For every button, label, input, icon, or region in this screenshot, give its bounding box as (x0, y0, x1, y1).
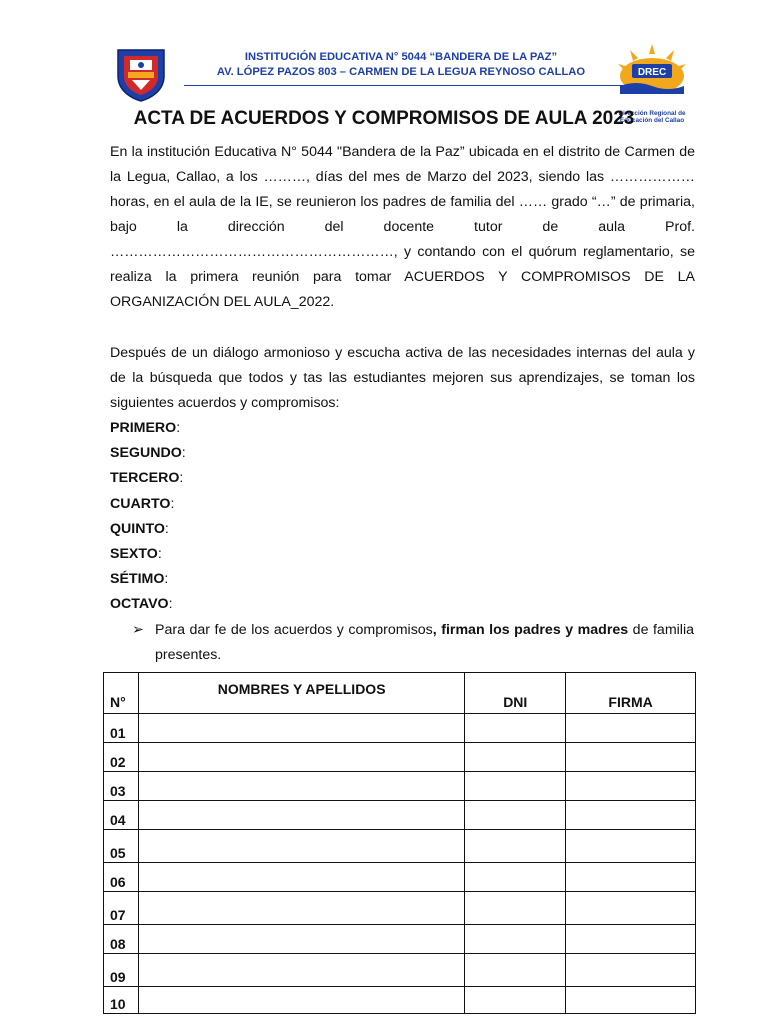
signature-cell[interactable] (566, 863, 696, 892)
row-number: 02 (104, 743, 139, 772)
agreement-label: TERCERO (110, 470, 180, 487)
row-number: 10 (104, 987, 139, 1014)
dni-cell[interactable] (465, 772, 566, 801)
name-cell[interactable] (138, 925, 464, 954)
agreement-colon: : (181, 445, 186, 462)
column-header-number: N° (104, 673, 139, 714)
table-row (104, 801, 696, 830)
name-cell[interactable] (138, 987, 464, 1014)
signature-cell[interactable] (566, 892, 696, 925)
dni-cell[interactable] (465, 892, 566, 925)
table-header-row (104, 673, 696, 714)
signature-cell[interactable] (566, 830, 696, 863)
agreement-colon: : (168, 596, 173, 613)
name-cell[interactable] (138, 830, 464, 863)
agreement-label: SÉTIMO (110, 571, 165, 588)
signature-cell[interactable] (566, 987, 696, 1014)
agreement-item (110, 441, 186, 466)
document-title: ACTA DE ACUERDOS Y COMPROMISOS DE AULA 2023 (133, 108, 635, 129)
agreement-label: CUARTO (110, 495, 171, 512)
name-cell[interactable] (138, 714, 464, 743)
row-number: 09 (104, 954, 139, 987)
row-number: 08 (104, 925, 139, 954)
agreement-item (110, 466, 186, 491)
agreement-label: SEXTO (110, 546, 158, 563)
column-header-names: NOMBRES Y APELLIDOS (138, 673, 464, 714)
agreement-colon: : (179, 470, 184, 487)
row-number: 07 (104, 892, 139, 925)
signature-note-text (132, 618, 694, 668)
column-header-dni: DNI (465, 673, 566, 714)
signature-cell[interactable] (566, 772, 696, 801)
agreement-label: SEGUNDO (110, 445, 182, 462)
table-row (104, 863, 696, 892)
agreement-colon: : (164, 520, 169, 537)
signature-cell[interactable] (566, 925, 696, 954)
table-row (104, 714, 696, 743)
dni-cell[interactable] (465, 714, 566, 743)
drec-logo-text: DREC (637, 67, 667, 78)
column-header-signature: FIRMA (566, 673, 696, 714)
signature-note-after: de familia presentes. (155, 622, 694, 663)
name-cell[interactable] (138, 772, 464, 801)
agreement-item (110, 416, 186, 441)
header-divider (184, 85, 624, 86)
table-row (104, 954, 696, 987)
drec-subtitle-line1: Dirección Regional de (618, 110, 686, 117)
row-number: 03 (104, 772, 139, 801)
agreement-label: QUINTO (110, 520, 165, 537)
signature-cell[interactable] (566, 801, 696, 830)
signature-cell[interactable] (566, 714, 696, 743)
agreement-item (110, 517, 186, 542)
agreement-colon: : (157, 546, 162, 563)
dni-cell[interactable] (465, 863, 566, 892)
agreement-item (110, 567, 186, 592)
name-cell[interactable] (138, 801, 464, 830)
agreement-item (110, 492, 186, 517)
institution-name (186, 50, 616, 79)
row-number: 01 (104, 714, 139, 743)
institution-line1: INSTITUCIÓN EDUCATIVA N° 5044 “BANDERA DE LA PAZ” (244, 51, 558, 63)
table-row (104, 987, 696, 1014)
row-number: 04 (104, 801, 139, 830)
drec-logo (608, 40, 696, 102)
agreement-item (110, 592, 186, 617)
agreement-item (110, 542, 186, 567)
row-number: 06 (104, 863, 139, 892)
name-cell[interactable] (138, 743, 464, 772)
table-row (104, 925, 696, 954)
signature-note (132, 618, 694, 668)
agreement-colon: : (170, 495, 175, 512)
school-crest-logo (114, 46, 168, 102)
signature-note-bold: , firman los padres y madres (432, 622, 629, 638)
agreement-colon: : (164, 571, 169, 588)
signature-table (103, 672, 696, 1014)
table-row (104, 743, 696, 772)
name-cell[interactable] (138, 863, 464, 892)
table-row (104, 892, 696, 925)
signature-note-before: Para dar fe de los acuerdos y compromisos (155, 622, 433, 638)
agreement-label: OCTAVO (110, 596, 169, 613)
dni-cell[interactable] (465, 830, 566, 863)
name-cell[interactable] (138, 892, 464, 925)
dni-cell[interactable] (465, 801, 566, 830)
table-row (104, 830, 696, 863)
intro-paragraph: En la institución Educativa N° 5044 "Bandera de la Paz” ubicada en el distrito de Carmen de la Legua, Callao, a los ………, días del mes de Marzo del 2023, siendo las ……………… horas, en el aula de la IE, se reunieron los padres de familia del …… grado “…” de primaria, bajo la dirección del docente tutor de aula Prof. ……………………………………………………, y contando con el quórum reglamentario, se realiza la primera reunión para tomar ACUERDOS Y COMPROMISOS DE LA ORGANIZACIÓN DEL AULA_2022. (110, 144, 695, 310)
agreement-label: PRIMERO (110, 420, 177, 436)
row-number: 05 (104, 830, 139, 863)
institution-line2: AV. LÓPEZ PAZOS 803 – CARMEN DE LA LEGUA REYNOSO CALLAO (216, 65, 586, 78)
agreements-intro-paragraph: Después de un diálogo armonioso y escucha activa de las necesidades internas del aula y de la búsqueda que todos y tas las estudiantes mejoren sus aprendizajes, se toman los siguientes acuerdos y compromisos: (110, 345, 695, 411)
arrow-bullet-icon: ➢ (132, 622, 144, 638)
table-row (104, 772, 696, 801)
dni-cell[interactable] (465, 743, 566, 772)
signature-cell[interactable] (566, 954, 696, 987)
drec-subtitle-line2: Educación del Callao (619, 117, 685, 124)
dni-cell[interactable] (465, 987, 566, 1014)
dni-cell[interactable] (465, 954, 566, 987)
name-cell[interactable] (138, 954, 464, 987)
agreements-list (110, 416, 186, 618)
signature-cell[interactable] (566, 743, 696, 772)
agreement-colon: : (176, 420, 181, 436)
dni-cell[interactable] (465, 925, 566, 954)
